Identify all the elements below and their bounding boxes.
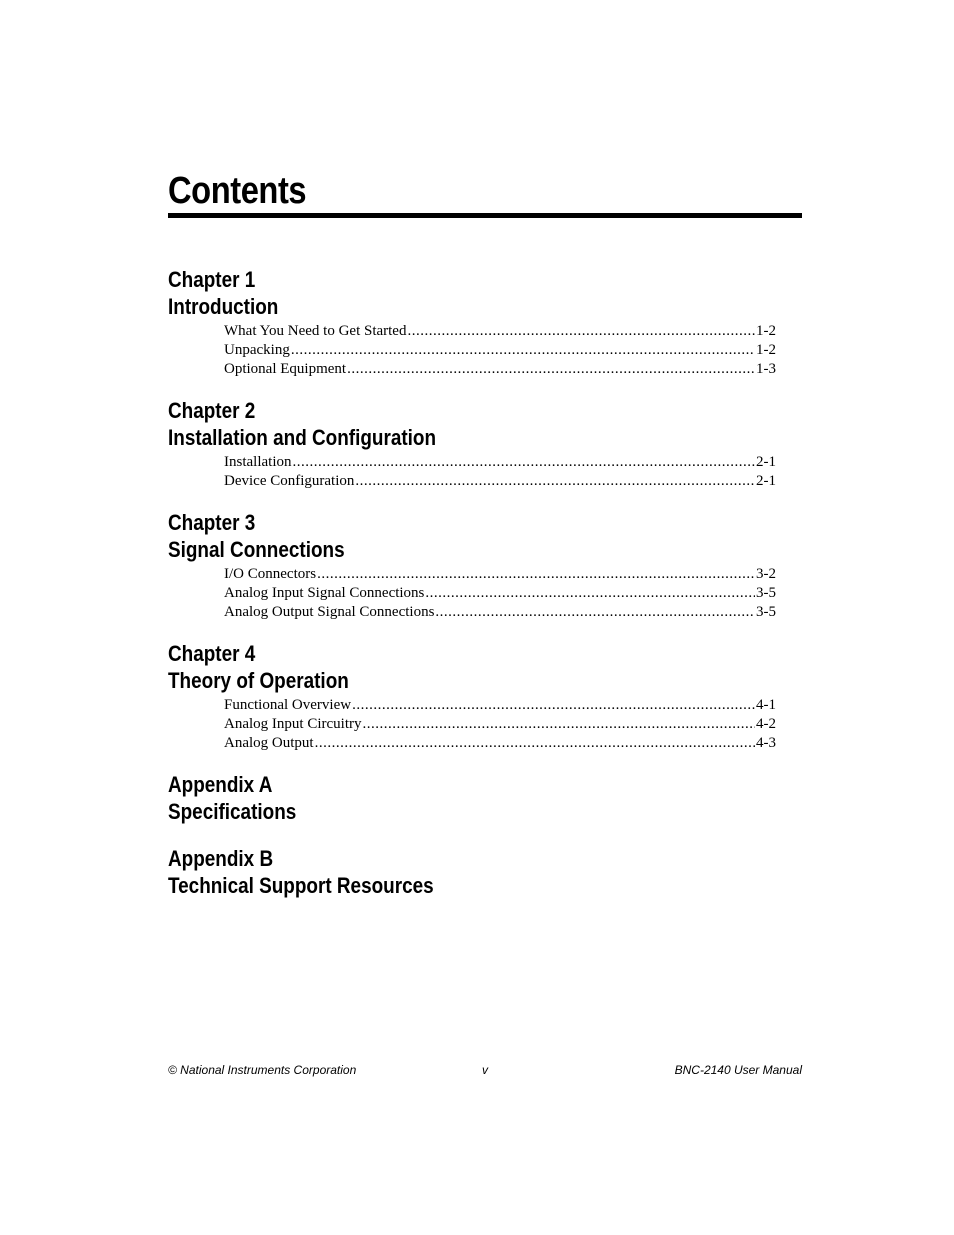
section-title[interactable]: Introduction bbox=[168, 294, 279, 319]
toc-entry[interactable] bbox=[224, 453, 776, 472]
section-title[interactable]: Technical Support Resources bbox=[168, 873, 434, 898]
toc-entry-label: Analog Output Signal Connections bbox=[224, 604, 435, 620]
toc-entry[interactable] bbox=[224, 322, 776, 341]
table-of-contents bbox=[168, 266, 776, 919]
section-label[interactable]: Appendix A bbox=[168, 772, 273, 797]
toc-section-chapter-1 bbox=[168, 266, 776, 379]
dot-leader bbox=[315, 734, 755, 753]
section-label[interactable]: Chapter 4 bbox=[168, 641, 256, 666]
toc-entry[interactable] bbox=[224, 565, 776, 584]
dot-leader bbox=[317, 565, 755, 584]
section-label[interactable]: Appendix B bbox=[168, 846, 274, 871]
toc-entry-page: 3-5 bbox=[756, 604, 776, 620]
footer-copyright: © National Instruments Corporation bbox=[168, 1063, 357, 1077]
toc-entry-label: Functional Overview bbox=[224, 697, 352, 713]
dot-leader bbox=[347, 360, 755, 379]
toc-entry-label: Installation bbox=[224, 454, 292, 470]
toc-entry-page: 2-1 bbox=[756, 473, 776, 489]
toc-entry[interactable] bbox=[224, 715, 776, 734]
toc-entry-page: 1-3 bbox=[756, 361, 776, 377]
toc-entry[interactable] bbox=[224, 341, 776, 360]
toc-entry-page: 1-2 bbox=[756, 342, 776, 358]
toc-section-chapter-2 bbox=[168, 397, 776, 491]
toc-section-chapter-4 bbox=[168, 640, 776, 753]
footer-manual-title: BNC-2140 User Manual bbox=[674, 1063, 802, 1077]
dot-leader bbox=[293, 453, 756, 472]
toc-entry[interactable] bbox=[224, 472, 776, 491]
toc-section-appendix-a bbox=[168, 771, 776, 825]
toc-entry-label: Device Configuration bbox=[224, 473, 355, 489]
toc-entry-page: 4-3 bbox=[756, 735, 776, 751]
toc-section-chapter-3 bbox=[168, 509, 776, 622]
dot-leader bbox=[362, 715, 755, 734]
toc-entry-page: 2-1 bbox=[756, 454, 776, 470]
section-title[interactable]: Signal Connections bbox=[168, 537, 345, 562]
section-title[interactable]: Specifications bbox=[168, 799, 297, 824]
section-title[interactable]: Installation and Configuration bbox=[168, 425, 437, 450]
toc-entry-label: Analog Input Circuitry bbox=[224, 716, 362, 732]
footer-page-number: v bbox=[482, 1063, 488, 1077]
dot-leader bbox=[425, 584, 755, 603]
toc-entry-label: I/O Connectors bbox=[224, 566, 317, 582]
toc-entry-page: 3-2 bbox=[756, 566, 776, 582]
toc-entry[interactable] bbox=[224, 584, 776, 603]
toc-entry-page: 4-2 bbox=[756, 716, 776, 732]
toc-entry-label: Optional Equipment bbox=[224, 361, 347, 377]
section-label[interactable]: Chapter 1 bbox=[168, 267, 256, 292]
toc-entry[interactable] bbox=[224, 360, 776, 379]
page-title: Contents bbox=[168, 170, 307, 212]
section-label[interactable]: Chapter 3 bbox=[168, 510, 256, 535]
page-footer bbox=[168, 1062, 802, 1078]
toc-section-appendix-b bbox=[168, 845, 776, 899]
toc-entry-page: 4-1 bbox=[756, 697, 776, 713]
dot-leader bbox=[355, 472, 755, 491]
dot-leader bbox=[291, 341, 755, 360]
section-label[interactable]: Chapter 2 bbox=[168, 398, 256, 423]
toc-entry[interactable] bbox=[224, 603, 776, 622]
toc-entry-page: 3-5 bbox=[756, 585, 776, 601]
toc-entry-label: Unpacking bbox=[224, 342, 290, 358]
title-rule bbox=[168, 213, 802, 218]
dot-leader bbox=[435, 603, 755, 622]
toc-entry-label: What You Need to Get Started bbox=[224, 323, 407, 339]
toc-entry-label: Analog Output bbox=[224, 735, 314, 751]
dot-leader bbox=[352, 696, 755, 715]
toc-entry[interactable] bbox=[224, 696, 776, 715]
toc-entry-page: 1-2 bbox=[756, 323, 776, 339]
toc-entry[interactable] bbox=[224, 734, 776, 753]
toc-entry-label: Analog Input Signal Connections bbox=[224, 585, 425, 601]
section-title[interactable]: Theory of Operation bbox=[168, 668, 349, 693]
dot-leader bbox=[407, 322, 755, 341]
